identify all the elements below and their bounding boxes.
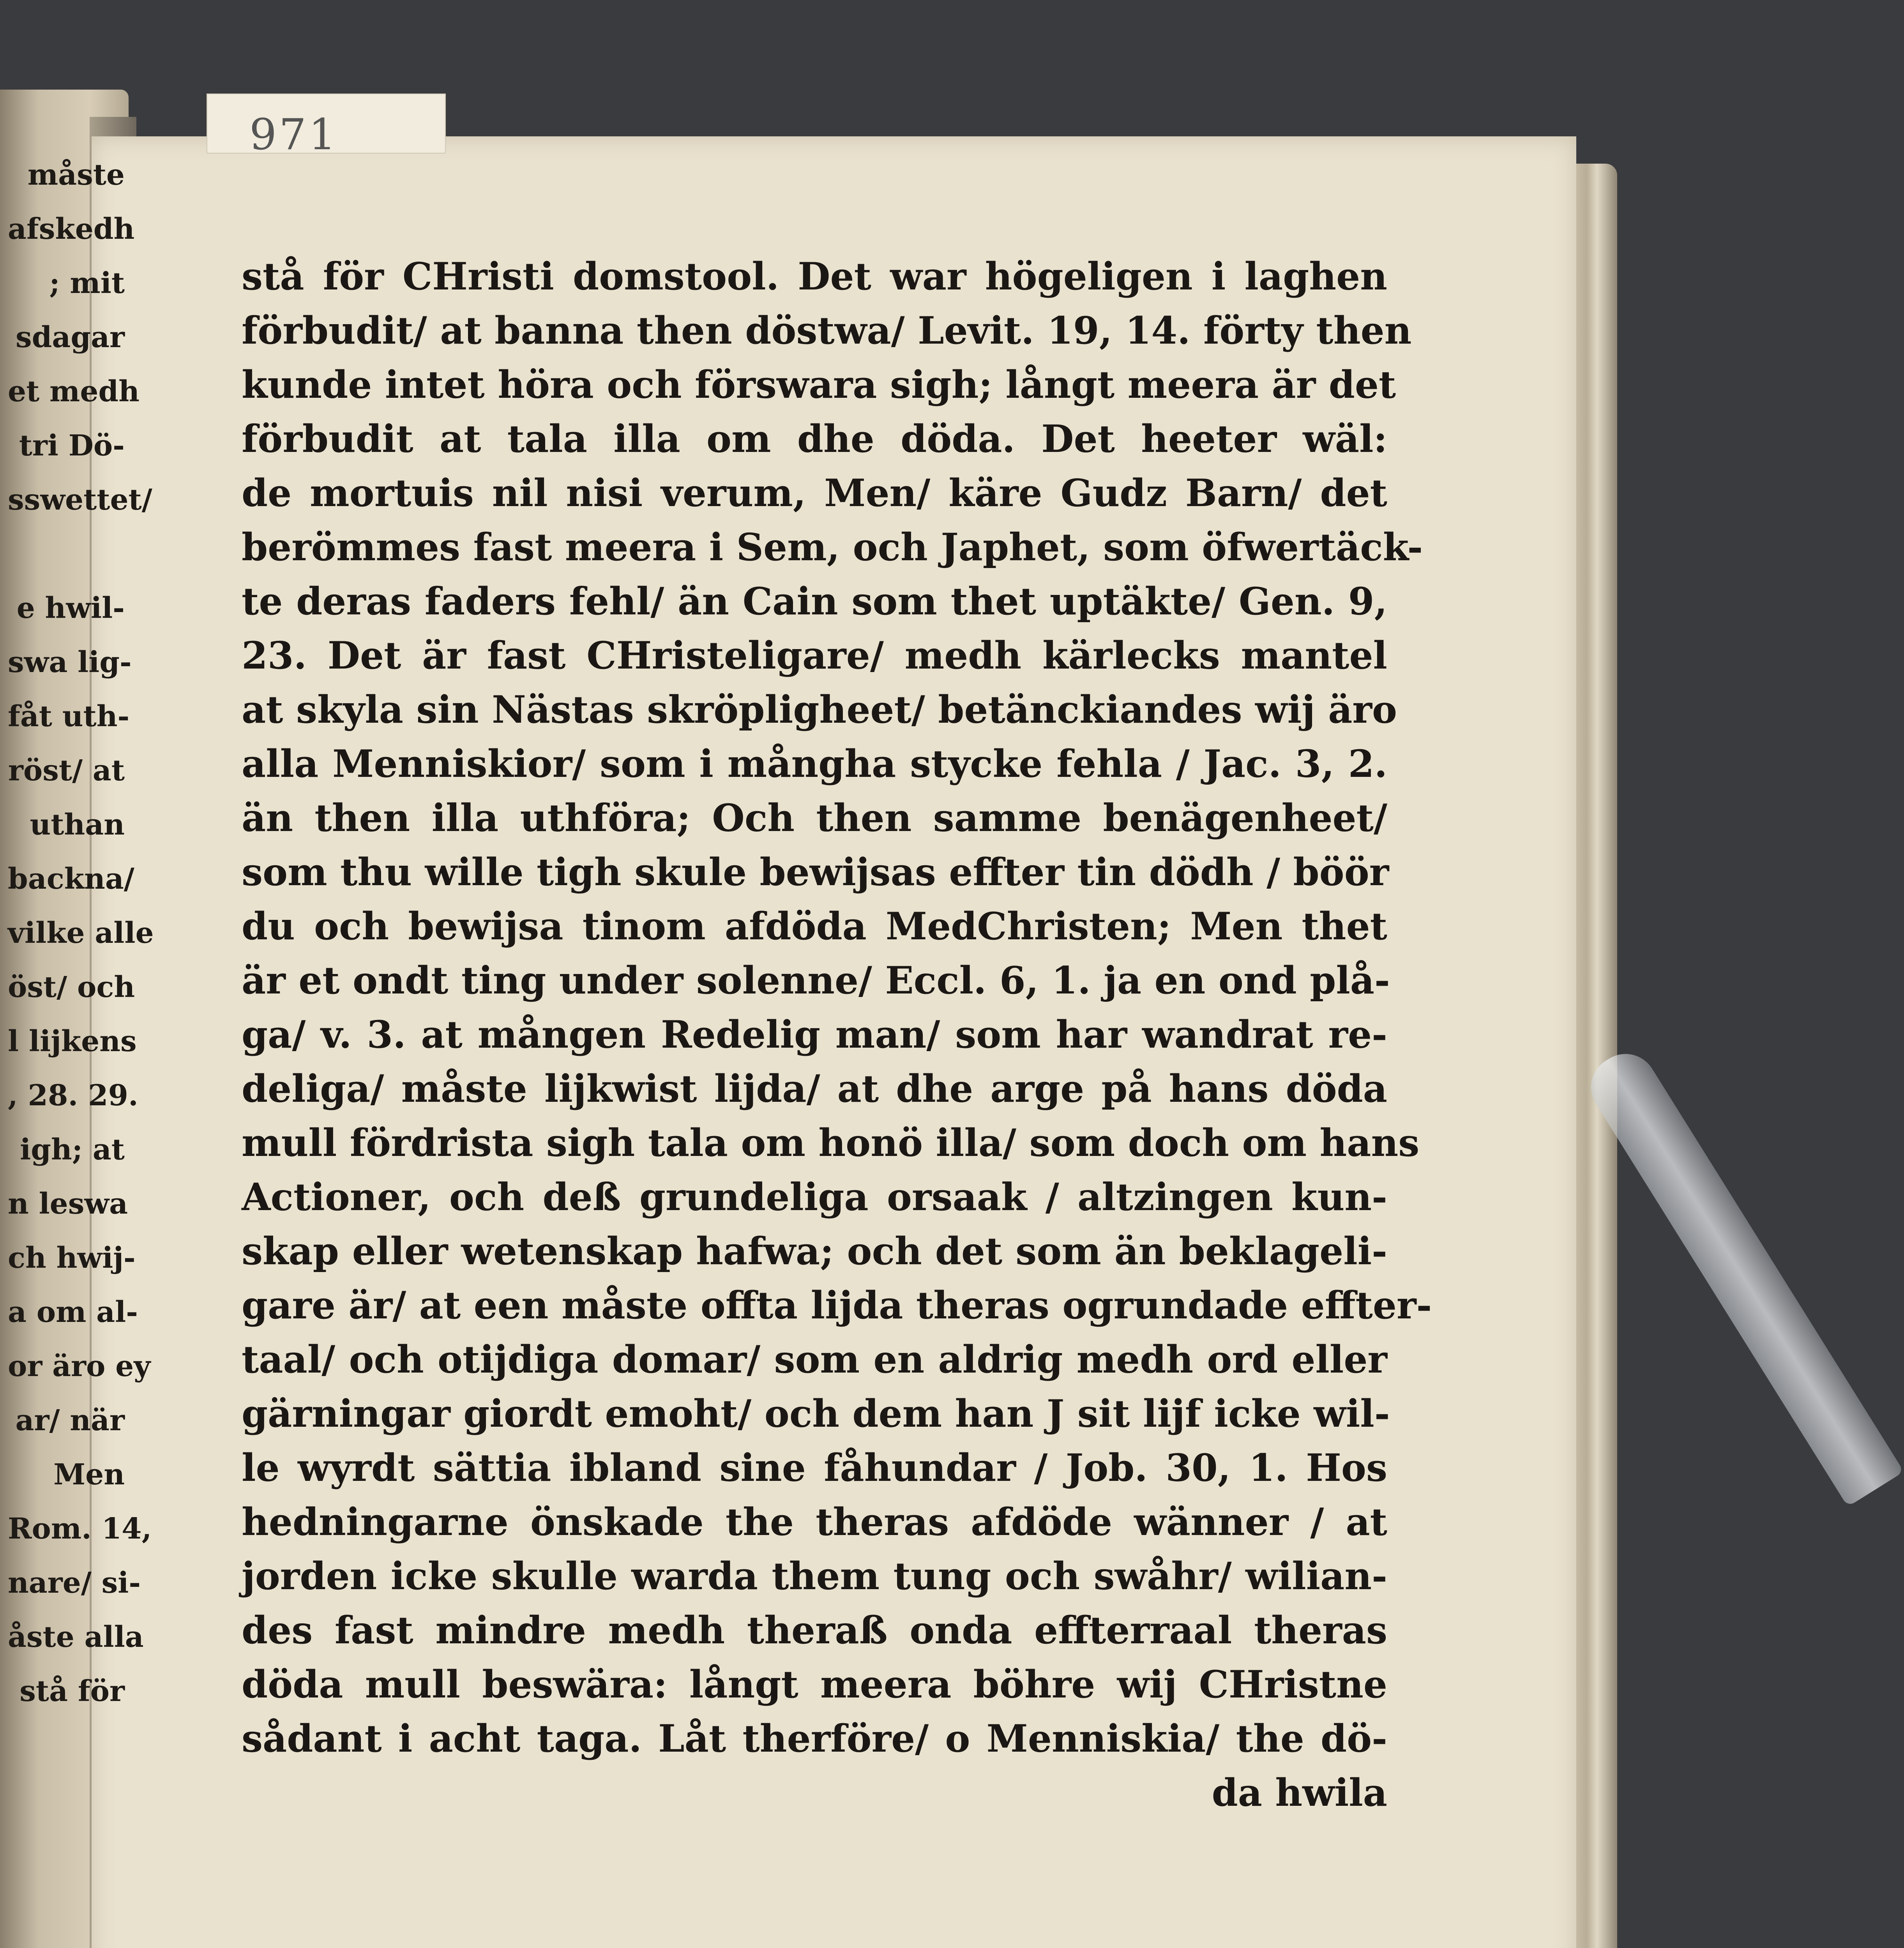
text-line: le wyrdt sättia ibland sine fåhundar / Job. 30, 1. Hos	[242, 1446, 1387, 1490]
body-text	[242, 249, 1432, 1820]
left-margin-text	[8, 148, 154, 1719]
margin-line: sdagar	[15, 321, 125, 354]
text-line: taal/ och otijdiga domar/ som en aldrig medh ord eller	[242, 1337, 1387, 1382]
text-line: des fast mindre medh theraß onda effterraal theras	[242, 1608, 1387, 1652]
text-line: te deras faders fehl/ än Cain som thet uptäkte/ Gen. 9,	[242, 579, 1387, 623]
margin-line: n leswa	[8, 1187, 128, 1221]
margin-line: igh; at	[20, 1133, 125, 1166]
margin-line: måste	[27, 158, 125, 192]
margin-line: åste alla	[8, 1620, 144, 1654]
text-line: da hwila	[1212, 1771, 1387, 1815]
text-line: ga/ v. 3. at mången Redelig man/ som har wandrat re-	[242, 1013, 1387, 1057]
text-line: deliga/ måste lijkwist lijda/ at dhe arge på hans döda	[242, 1067, 1387, 1111]
margin-line: et medh	[8, 375, 140, 408]
text-line: förbudit at tala illa om dhe döda. Det heeter wäl:	[242, 417, 1387, 461]
margin-line: vilke alle	[8, 916, 154, 950]
margin-line: röst/ at	[8, 754, 125, 787]
text-line: de mortuis nil nisi verum, Men/ käre Gudz Barn/ det	[242, 471, 1387, 515]
text-line: gare är/ at een måste offta lijda theras ogrundade effter-	[242, 1283, 1432, 1327]
text-line: du och bewijsa tinom afdöda MedChristen; Men thet	[242, 904, 1387, 948]
margin-line: sswettet/	[8, 483, 152, 517]
text-line: jorden icke skulle warda them tung och swåhr/ wilian-	[242, 1554, 1387, 1598]
text-line: berömmes fast meera i Sem, och Japhet, som öfwertäck-	[242, 525, 1423, 569]
text-line: skap eller wetenskap hafwa; och det som än beklageli-	[242, 1229, 1387, 1273]
margin-line: nare/ si-	[8, 1566, 141, 1600]
margin-line	[8, 527, 125, 581]
margin-line: afskedh	[8, 212, 135, 246]
text-line: hedningarne önskade the theras afdöde wänner / at	[242, 1500, 1387, 1544]
text-line: Actioner, och deß grundeliga orsaak / altzingen kun-	[242, 1175, 1387, 1219]
text-line: gärningar giordt emoht/ och dem han J sit lijf icke wil-	[242, 1392, 1390, 1436]
margin-line: fåt uth-	[8, 700, 130, 733]
margin-line: ; mit	[49, 266, 125, 300]
margin-line: Rom. 14,	[8, 1512, 152, 1546]
margin-line: uthan	[30, 808, 125, 842]
margin-line: swa lig-	[8, 646, 132, 679]
text-line: 23. Det är fast CHristeligare/ medh kärlecks mantel	[242, 633, 1387, 678]
margin-line: Men	[53, 1458, 125, 1491]
text-line: stå för CHristi domstool. Det war högeligen i laghen	[242, 254, 1387, 298]
margin-line: öst/ och	[8, 970, 135, 1004]
margin-line: stå för	[19, 1675, 125, 1708]
text-line: döda mull beswära: långt meera böhre wij CHristne	[242, 1662, 1387, 1706]
text-line: at skyla sin Nästas skröpligheet/ betänckiandes wij äro	[242, 688, 1397, 732]
text-line: alla Menniskior/ som i mångha stycke fehla / Jac. 3, 2.	[242, 742, 1387, 786]
text-line: är et ondt ting under solenne/ Eccl. 6, 1. ja en ond plå-	[242, 958, 1390, 1002]
text-line: sådant i acht taga. Låt therföre/ o Menniskia/ the dö-	[242, 1717, 1387, 1761]
margin-line: backna/	[8, 862, 134, 896]
text-line: som thu wille tigh skule bewijsas effter tin dödh / böör	[242, 850, 1389, 894]
text-line: förbudit/ at banna then döstwa/ Levit. 19, 14. förty then	[242, 309, 1412, 353]
margin-line: e hwil-	[16, 591, 125, 625]
margin-line: ar/ när	[15, 1404, 125, 1437]
margin-line: , 28. 29.	[8, 1079, 138, 1112]
margin-line: l lijkens	[8, 1025, 137, 1058]
margin-line: ch hwij-	[8, 1241, 136, 1275]
glass-page-weight	[1579, 1042, 1904, 1507]
text-line: än then illa uthföra; Och then samme benägenheet/	[242, 796, 1387, 840]
text-line: mull fördrista sigh tala om honö illa/ som doch om hans	[242, 1121, 1420, 1165]
text-line: kunde intet höra och förswara sigh; långt meera är det	[242, 363, 1396, 407]
catalog-label-number: 971	[249, 109, 338, 159]
margin-line: tri Dö-	[19, 429, 125, 462]
margin-line: a om al-	[8, 1295, 138, 1329]
margin-line: or äro ey	[8, 1350, 151, 1383]
